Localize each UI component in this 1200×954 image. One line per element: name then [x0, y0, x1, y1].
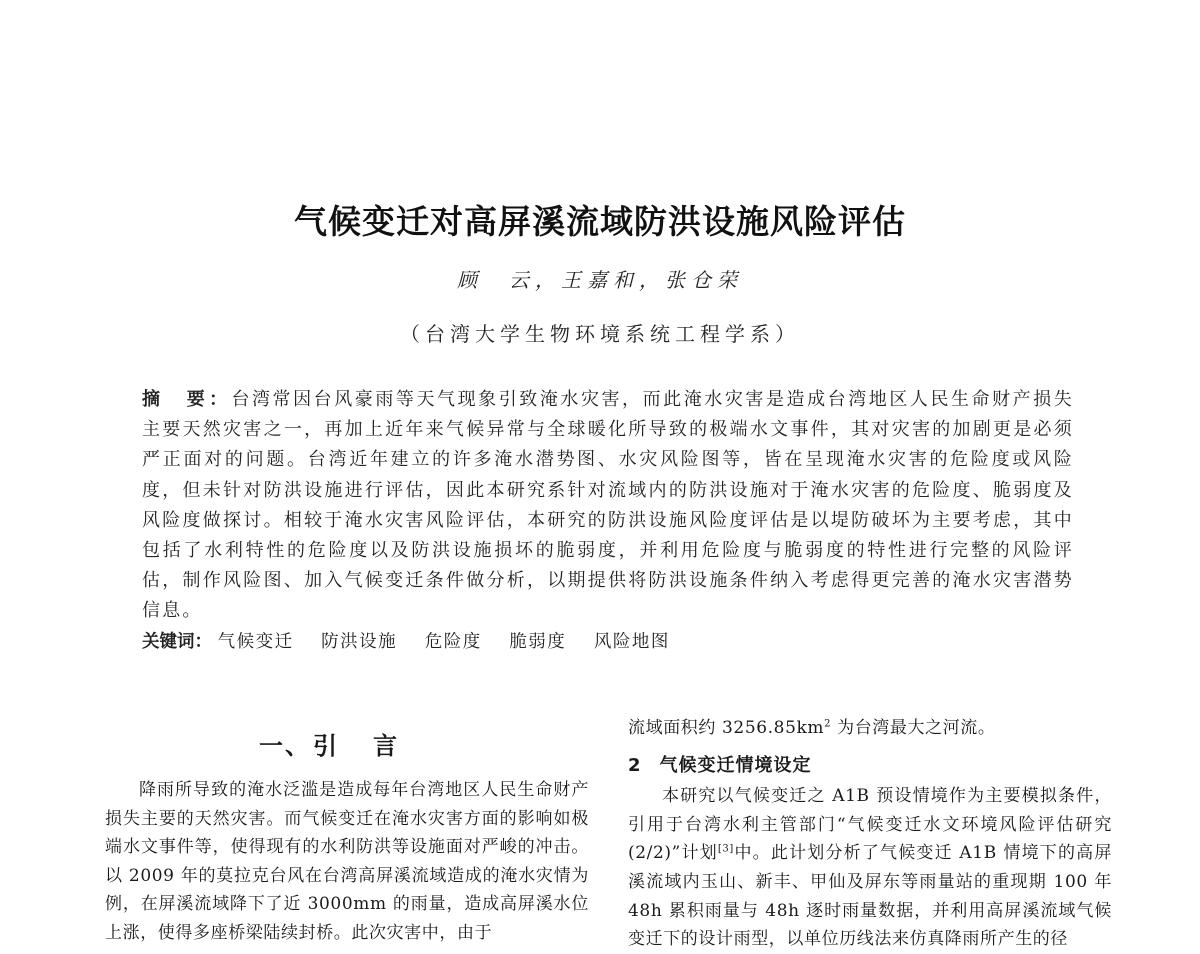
section-heading-introduction — [104, 726, 588, 761]
section-title: 引言 — [313, 732, 433, 760]
keyword-item: 脆弱度 — [509, 632, 567, 652]
continuation-after: 为台湾最大之河流。 — [831, 718, 996, 738]
section-number: 一、 — [259, 732, 311, 760]
abstract-text: 台湾常因台风豪雨等天气现象引致淹水灾害，而此淹水灾害是造成台湾地区人民生命财产损失主要天然灾害之一，再加上近年来气候异常与全球暖化所导致的极端水文事件，其对灾害的加剧更是必须严正面对的问题。台湾近年建立的许多淹水潜势图、水灾风险图等，皆在呈现淹水灾害的危险度或风险度，但未针对防洪设施进行评估，因此本研究系针对流域内的防洪设施对于淹水灾害的危险度、脆弱度及风险度做探讨。相较于淹水灾害风险评估，本研究的防洪设施风险度评估是以堤防破坏为主要考虑，其中包括了水利特性的危险度以及防洪设施损坏的脆弱度，并利用危险度与脆弱度的特性进行完整的风险评估，制作风险图、加入气候变迁条件做分析，以期提供将防洪设施条件纳入考虑得更完善的淹水灾害潜势信息。 — [142, 389, 1074, 622]
scenario-text-1: 本研究以气候变迁之 A1B 预设情境作为主要模拟条件，引用于台湾水利主管部门“气候变迁水文环境风险评估研究(2/2)”计划 — [628, 786, 1112, 864]
keyword-item: 危险度 — [424, 632, 482, 652]
keyword-item: 气候变迁 — [217, 632, 294, 652]
paper-title: 气候变迁对高屏溪流域防洪设施风险评估 — [294, 202, 906, 241]
scenario-text-2: 中。此计划分析了气候变迁 A1B 情境下的高屏溪流域内玉山、新丰、甲仙及屏东等雨量站的重现期 100 年 48h 累积雨量与 48h 逐时雨量数据，并利用高屏溪流域气候变迁下的设计雨型，以单位历线法来仿真降雨所产生的径 — [628, 843, 1112, 950]
superscript: 2 — [824, 718, 832, 730]
citation: [3] — [717, 843, 734, 855]
subsection-number: 2 — [628, 754, 642, 776]
abstract — [142, 385, 1074, 627]
keyword-item: 风险地图 — [593, 632, 670, 652]
continuation-before: 流域面积约 3256.85km — [628, 718, 825, 738]
abstract-label: 摘 要： — [142, 389, 232, 410]
continuation-text — [628, 714, 1112, 743]
keywords-label: 关键词： — [142, 632, 212, 652]
keyword-item: 防洪设施 — [321, 632, 398, 652]
introduction-paragraph: 降雨所导致的淹水泛滥是造成每年台湾地区人民生命财产损失主要的天然灾害。而气候变迁在淹水灾害方面的影响如极端水文事件等，使得现有的水利防洪等设施面对严峻的冲击。以 2009 年的莫拉克台风在台湾高屏溪流域造成的淹水灾情为例，在屏溪流域降下了近 3000mm 的雨量，造成高屏溪水位上涨，使得多座桥梁陆续封桥。此次灾害中，由于 — [105, 780, 589, 943]
left-column — [105, 776, 589, 948]
keywords — [142, 627, 1074, 657]
affiliation: （台湾大学生物环境系统工程学系） — [400, 322, 800, 346]
scenario-paragraph — [628, 782, 1112, 954]
authors: 顾 云，王嘉和，张仓荣 — [457, 268, 743, 292]
right-column — [628, 714, 1112, 954]
subsection-title: 气候变迁情境设定 — [659, 754, 812, 776]
section-heading-climate-scenario — [628, 752, 1112, 781]
